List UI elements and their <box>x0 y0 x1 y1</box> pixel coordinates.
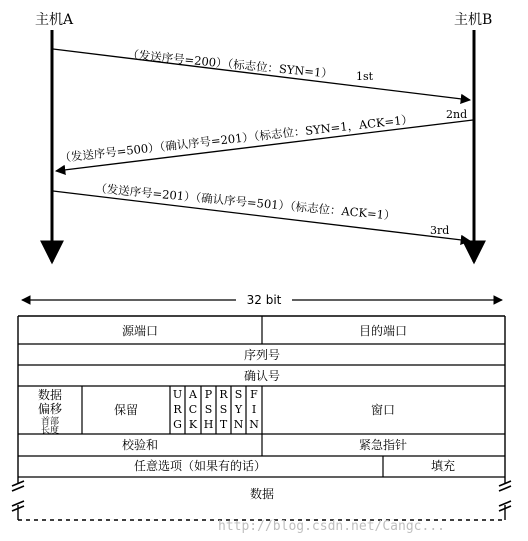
flag-urg-letter: G <box>173 418 182 431</box>
watermark: http://blog.csdn.net/Cangc... <box>218 519 445 534</box>
flag-rst-letter: S <box>219 403 228 416</box>
ack-order: 3rd <box>430 224 450 237</box>
syn-order: 1st <box>356 70 374 83</box>
flag-fin-letter: N <box>249 418 259 431</box>
reserved-cell: 保留 <box>113 403 139 417</box>
syn-label: （发送序号=200）（标志位：SYN=1） <box>126 47 334 81</box>
dst-port-cell: 目的端口 <box>358 324 408 338</box>
flag-fin-letter: F <box>250 388 258 401</box>
offset-line2: 偏移 <box>37 402 63 416</box>
handshake-section <box>35 11 492 262</box>
padding-cell: 填充 <box>430 459 456 473</box>
window-cell: 窗口 <box>370 403 396 417</box>
flag-syn-letter: Y <box>234 403 243 416</box>
flag-ack-letter: C <box>188 403 198 416</box>
ack-label: （发送序号=201）（确认序号=501）（标志位：ACK=1） <box>94 181 397 223</box>
checksum-cell: 校验和 <box>121 438 159 452</box>
src-port-cell: 源端口 <box>121 324 159 338</box>
offset-line1: 数据 <box>37 388 63 402</box>
flag-rst-letter: R <box>219 388 228 401</box>
syn-ack-order: 2nd <box>446 108 468 121</box>
flag-psh-letter: S <box>204 403 213 416</box>
flag-fin-letter: I <box>251 403 257 416</box>
data-cell: 数据 <box>249 487 275 501</box>
host-b-label: 主机B <box>454 12 493 28</box>
syn-ack-label: （发送序号=500）（确认序号=201）（标志位：SYN=1，ACK=1） <box>58 112 414 165</box>
offset-line3: 首部 <box>40 417 60 427</box>
flag-urg-letter: R <box>173 403 182 416</box>
ack-cell: 确认号 <box>243 369 281 383</box>
options-cell: 任意选项（如果有的话） <box>133 459 267 473</box>
flag-syn-letter: S <box>234 388 243 401</box>
syn-arrow <box>53 49 470 100</box>
width-label: 32 bit <box>246 293 282 307</box>
flag-ack-letter: A <box>189 388 197 401</box>
flag-ack-letter: K <box>188 418 198 431</box>
flag-urg-letter: U <box>172 388 183 401</box>
seq-cell: 序列号 <box>243 348 281 362</box>
flag-rst-letter: T <box>219 418 228 431</box>
host-a-label: 主机A <box>35 12 74 28</box>
urgent-pointer-cell: 紧急指针 <box>358 438 408 452</box>
flag-syn-letter: N <box>233 418 244 431</box>
tcp-header-table <box>12 292 511 534</box>
flag-psh-letter: P <box>204 388 213 401</box>
flag-psh-letter: H <box>203 418 214 431</box>
offset-line4: 长度 <box>40 426 60 436</box>
